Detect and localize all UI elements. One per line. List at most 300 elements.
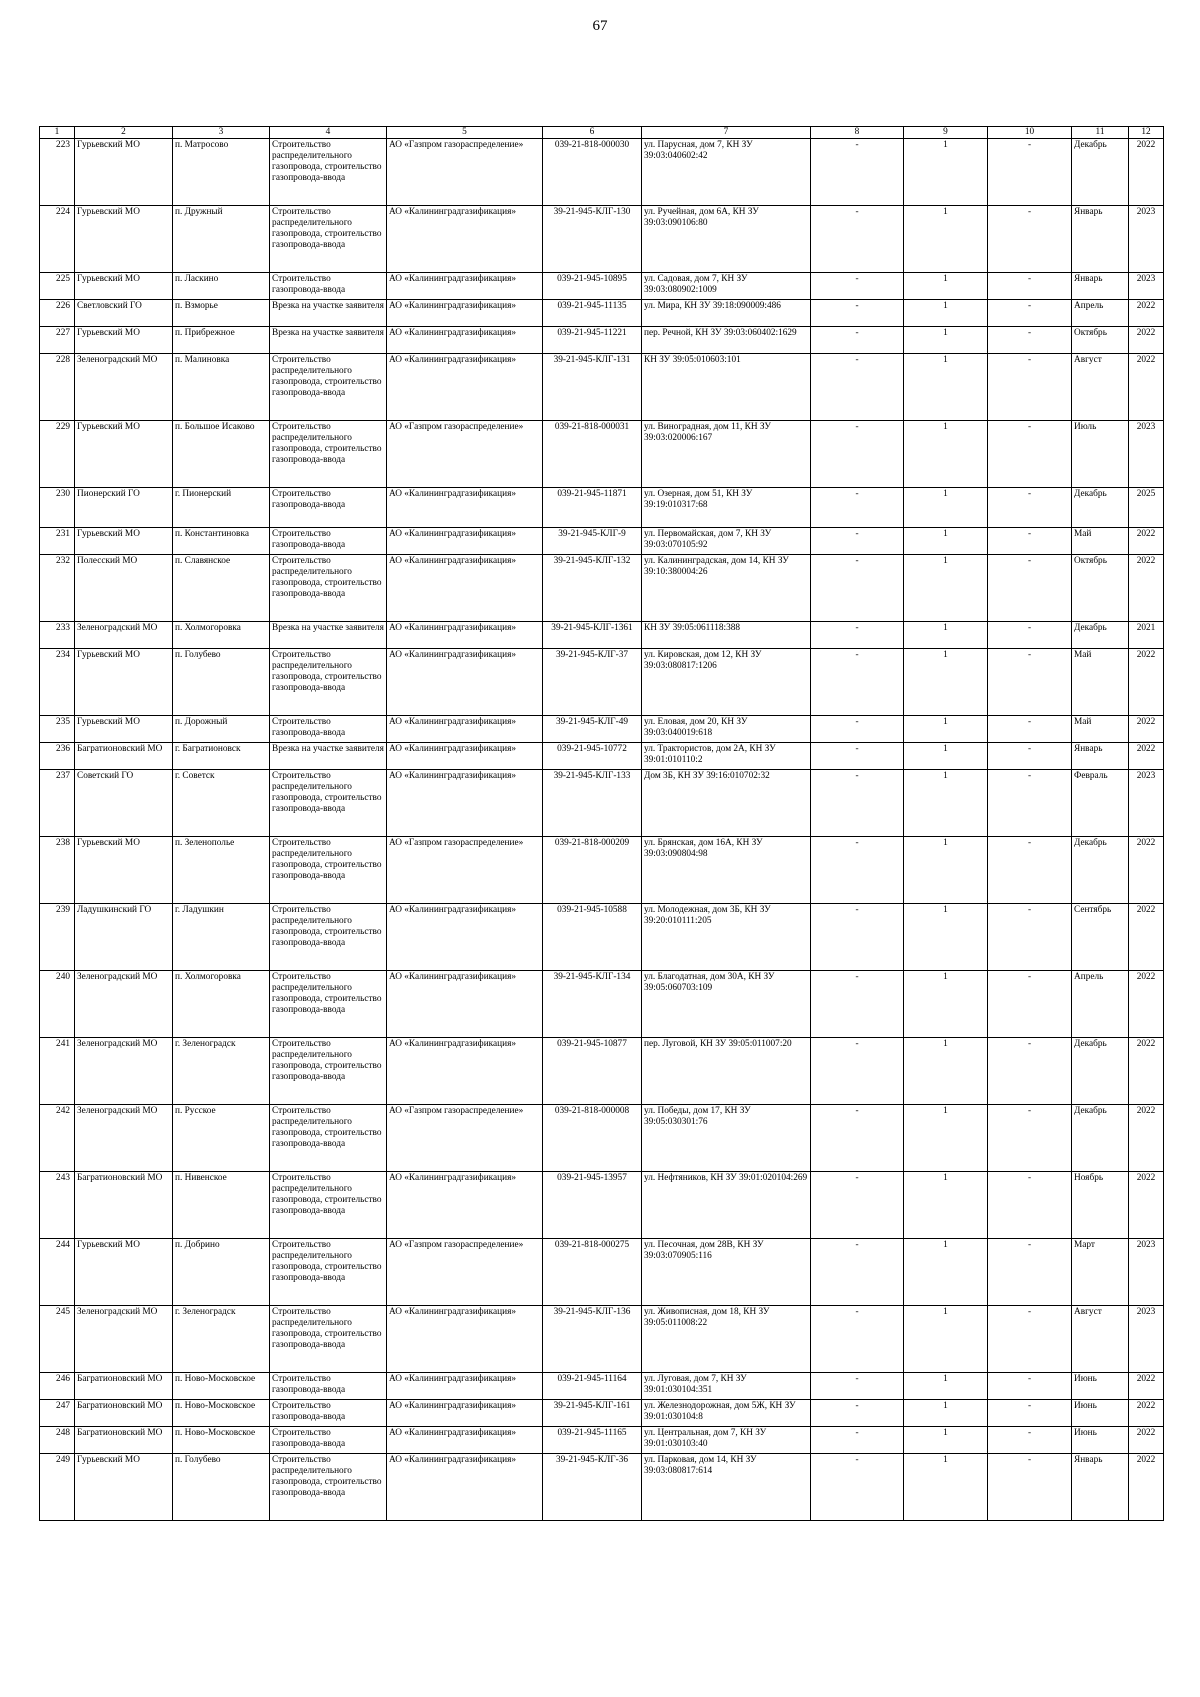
column-9-cell: 1 (904, 1172, 988, 1239)
year-cell: 2022 (1129, 1172, 1164, 1239)
column-10-cell: - (988, 206, 1072, 273)
column-9-cell: 1 (904, 622, 988, 649)
address-cell: ул. Первомайская, дом 7, КН ЗУ 39:03:070105:92 (642, 528, 811, 555)
permit-number-cell: 039-21-945-10772 (543, 743, 642, 770)
month-cell: Декабрь (1072, 837, 1129, 904)
month-cell: Июль (1072, 421, 1129, 488)
work-type-cell: Строительство распределительного газопровода, строительство газопровода-ввода (270, 354, 387, 421)
column-10-cell: - (988, 1038, 1072, 1105)
work-type-cell: Строительство распределительного газопровода, строительство газопровода-ввода (270, 837, 387, 904)
work-type-cell: Строительство распределительного газопровода, строительство газопровода-ввода (270, 1105, 387, 1172)
month-cell: Май (1072, 716, 1129, 743)
address-cell: ул. Садовая, дом 7, КН ЗУ 39:03:080902:1009 (642, 273, 811, 300)
permit-number-cell: 39-21-945-КЛГ-130 (543, 206, 642, 273)
district-cell: Зеленоградский МО (75, 622, 173, 649)
column-header: 4 (270, 127, 387, 139)
column-10-cell: - (988, 622, 1072, 649)
work-type-cell: Строительство газопровода-ввода (270, 716, 387, 743)
table-row (40, 488, 1164, 528)
settlement-cell: п. Ново-Московское (173, 1400, 270, 1427)
column-10-cell: - (988, 1105, 1072, 1172)
district-cell: Зеленоградский МО (75, 971, 173, 1038)
permit-number-cell: 039-21-945-10588 (543, 904, 642, 971)
district-cell: Зеленоградский МО (75, 1038, 173, 1105)
year-cell: 2022 (1129, 837, 1164, 904)
settlement-cell: г. Ладушкин (173, 904, 270, 971)
settlement-cell: п. Константиновка (173, 528, 270, 555)
month-cell: Март (1072, 1239, 1129, 1306)
table-row (40, 300, 1164, 327)
organization-cell: АО «Калининградгазификация» (387, 1038, 543, 1105)
year-cell: 2022 (1129, 528, 1164, 555)
column-10-cell: - (988, 743, 1072, 770)
column-10-cell: - (988, 1400, 1072, 1427)
permit-number-cell: 39-21-945-КЛГ-133 (543, 770, 642, 837)
address-cell: ул. Ручейная, дом 6А, КН ЗУ 39:03:090106:80 (642, 206, 811, 273)
work-type-cell: Врезка на участке заявителя (270, 622, 387, 649)
permit-number-cell: 039-21-818-000275 (543, 1239, 642, 1306)
column-8-cell: - (811, 743, 904, 770)
address-cell: ул. Озерная, дом 51, КН ЗУ 39:19:010317:68 (642, 488, 811, 528)
permit-number-cell: 39-21-945-КЛГ-9 (543, 528, 642, 555)
month-cell: Октябрь (1072, 555, 1129, 622)
district-cell: Гурьевский МО (75, 649, 173, 716)
table-row (40, 206, 1164, 273)
work-type-cell: Строительство газопровода-ввода (270, 488, 387, 528)
column-8-cell: - (811, 904, 904, 971)
work-type-cell: Строительство газопровода-ввода (270, 1373, 387, 1400)
work-type-cell: Строительство распределительного газопровода, строительство газопровода-ввода (270, 971, 387, 1038)
organization-cell: АО «Калининградгазификация» (387, 327, 543, 354)
column-8-cell: - (811, 837, 904, 904)
table-row (40, 743, 1164, 770)
table-row (40, 1239, 1164, 1306)
column-10-cell: - (988, 273, 1072, 300)
settlement-cell: п. Прибрежное (173, 327, 270, 354)
year-cell: 2023 (1129, 273, 1164, 300)
column-10-cell: - (988, 555, 1072, 622)
year-cell: 2022 (1129, 904, 1164, 971)
work-type-cell: Строительство распределительного газопровода, строительство газопровода-ввода (270, 206, 387, 273)
table-row (40, 716, 1164, 743)
year-cell: 2023 (1129, 206, 1164, 273)
settlement-cell: г. Зеленоградск (173, 1038, 270, 1105)
address-cell: пер. Луговой, КН ЗУ 39:05:011007:20 (642, 1038, 811, 1105)
table-row (40, 770, 1164, 837)
column-10-cell: - (988, 300, 1072, 327)
work-type-cell: Строительство распределительного газопровода, строительство газопровода-ввода (270, 1454, 387, 1521)
row-number: 231 (40, 528, 75, 555)
district-cell: Гурьевский МО (75, 1454, 173, 1521)
year-cell: 2023 (1129, 1306, 1164, 1373)
district-cell: Гурьевский МО (75, 1239, 173, 1306)
year-cell: 2022 (1129, 649, 1164, 716)
row-number: 224 (40, 206, 75, 273)
work-type-cell: Строительство газопровода-ввода (270, 1400, 387, 1427)
address-cell: ул. Железнодорожная, дом 5Ж, КН ЗУ 39:01:030104:8 (642, 1400, 811, 1427)
address-cell: ул. Молодежная, дом 3Б, КН ЗУ 39:20:010111:205 (642, 904, 811, 971)
month-cell: Январь (1072, 273, 1129, 300)
district-cell: Гурьевский МО (75, 206, 173, 273)
permit-number-cell: 39-21-945-КЛГ-136 (543, 1306, 642, 1373)
settlement-cell: п. Добрино (173, 1239, 270, 1306)
year-cell: 2023 (1129, 1239, 1164, 1306)
column-10-cell: - (988, 1454, 1072, 1521)
year-cell: 2023 (1129, 421, 1164, 488)
row-number: 246 (40, 1373, 75, 1400)
permit-number-cell: 039-21-818-000008 (543, 1105, 642, 1172)
district-cell: Ладушкинский ГО (75, 904, 173, 971)
column-9-cell: 1 (904, 1105, 988, 1172)
month-cell: Апрель (1072, 971, 1129, 1038)
year-cell: 2022 (1129, 1400, 1164, 1427)
column-10-cell: - (988, 837, 1072, 904)
year-cell: 2021 (1129, 622, 1164, 649)
month-cell: Декабрь (1072, 622, 1129, 649)
year-cell: 2022 (1129, 1373, 1164, 1400)
organization-cell: АО «Калининградгазификация» (387, 206, 543, 273)
organization-cell: АО «Калининградгазификация» (387, 743, 543, 770)
month-cell: Август (1072, 354, 1129, 421)
organization-cell: АО «Калининградгазификация» (387, 1373, 543, 1400)
column-10-cell: - (988, 1373, 1072, 1400)
row-number: 223 (40, 139, 75, 206)
district-cell: Гурьевский МО (75, 528, 173, 555)
year-cell: 2022 (1129, 971, 1164, 1038)
column-8-cell: - (811, 1454, 904, 1521)
table-row (40, 139, 1164, 206)
column-9-cell: 1 (904, 1400, 988, 1427)
column-header: 10 (988, 127, 1072, 139)
column-header: 9 (904, 127, 988, 139)
column-10-cell: - (988, 1306, 1072, 1373)
work-type-cell: Строительство газопровода-ввода (270, 273, 387, 300)
year-cell: 2022 (1129, 1454, 1164, 1521)
column-8-cell: - (811, 1400, 904, 1427)
permit-number-cell: 039-21-945-11165 (543, 1427, 642, 1454)
permit-number-cell: 39-21-945-КЛГ-132 (543, 555, 642, 622)
permit-number-cell: 039-21-945-11871 (543, 488, 642, 528)
column-9-cell: 1 (904, 904, 988, 971)
row-number: 240 (40, 971, 75, 1038)
page-number: 67 (592, 18, 608, 34)
column-10-cell: - (988, 716, 1072, 743)
column-9-cell: 1 (904, 1373, 988, 1400)
table-row (40, 327, 1164, 354)
year-cell: 2022 (1129, 1427, 1164, 1454)
table-row (40, 1454, 1164, 1521)
organization-cell: АО «Калининградгазификация» (387, 770, 543, 837)
address-cell: КН ЗУ 39:05:061118:388 (642, 622, 811, 649)
column-10-cell: - (988, 904, 1072, 971)
address-cell: ул. Победы, дом 17, КН ЗУ 39:05:030301:76 (642, 1105, 811, 1172)
settlement-cell: п. Взморье (173, 300, 270, 327)
table-row (40, 649, 1164, 716)
organization-cell: АО «Калининградгазификация» (387, 1454, 543, 1521)
row-number: 239 (40, 904, 75, 971)
row-number: 228 (40, 354, 75, 421)
row-number: 244 (40, 1239, 75, 1306)
month-cell: Апрель (1072, 300, 1129, 327)
table-row (40, 837, 1164, 904)
month-cell: Декабрь (1072, 488, 1129, 528)
table-row (40, 1172, 1164, 1239)
year-cell: 2022 (1129, 1105, 1164, 1172)
column-8-cell: - (811, 354, 904, 421)
table-row (40, 1105, 1164, 1172)
column-9-cell: 1 (904, 716, 988, 743)
table-row (40, 555, 1164, 622)
month-cell: Сентябрь (1072, 904, 1129, 971)
row-number: 229 (40, 421, 75, 488)
organization-cell: АО «Газпром газораспределение» (387, 1239, 543, 1306)
column-8-cell: - (811, 1427, 904, 1454)
address-cell: ул. Брянская, дом 16А, КН ЗУ 39:03:090804:98 (642, 837, 811, 904)
organization-cell: АО «Калининградгазификация» (387, 1172, 543, 1239)
district-cell: Гурьевский МО (75, 716, 173, 743)
organization-cell: АО «Калининградгазификация» (387, 649, 543, 716)
column-header: 8 (811, 127, 904, 139)
district-cell: Светловский ГО (75, 300, 173, 327)
settlement-cell: п. Нивенское (173, 1172, 270, 1239)
permit-number-cell: 039-21-945-10877 (543, 1038, 642, 1105)
column-9-cell: 1 (904, 1454, 988, 1521)
district-cell: Полесский МО (75, 555, 173, 622)
work-type-cell: Строительство распределительного газопровода, строительство газопровода-ввода (270, 1239, 387, 1306)
column-10-cell: - (988, 1172, 1072, 1239)
work-type-cell: Строительство распределительного газопровода, строительство газопровода-ввода (270, 1306, 387, 1373)
permit-number-cell: 039-21-945-11164 (543, 1373, 642, 1400)
register-sheet (39, 126, 1163, 1521)
column-9-cell: 1 (904, 273, 988, 300)
column-8-cell: - (811, 273, 904, 300)
column-9-cell: 1 (904, 206, 988, 273)
district-cell: Зеленоградский МО (75, 1306, 173, 1373)
table-row (40, 273, 1164, 300)
column-8-cell: - (811, 770, 904, 837)
district-cell: Гурьевский МО (75, 139, 173, 206)
column-9-cell: 1 (904, 1427, 988, 1454)
district-cell: Багратионовский МО (75, 1427, 173, 1454)
district-cell: Багратионовский МО (75, 1172, 173, 1239)
row-number: 248 (40, 1427, 75, 1454)
year-cell: 2022 (1129, 354, 1164, 421)
permit-number-cell: 039-21-818-000030 (543, 139, 642, 206)
month-cell: Январь (1072, 1454, 1129, 1521)
row-number: 225 (40, 273, 75, 300)
table-row (40, 421, 1164, 488)
column-8-cell: - (811, 1172, 904, 1239)
settlement-cell: п. Дорожный (173, 716, 270, 743)
permit-number-cell: 39-21-945-КЛГ-37 (543, 649, 642, 716)
month-cell: Ноябрь (1072, 1172, 1129, 1239)
permit-number-cell: 39-21-945-КЛГ-161 (543, 1400, 642, 1427)
column-9-cell: 1 (904, 770, 988, 837)
column-9-cell: 1 (904, 743, 988, 770)
settlement-cell: г. Зеленоградск (173, 1306, 270, 1373)
column-8-cell: - (811, 1038, 904, 1105)
address-cell: пер. Речной, КН ЗУ 39:03:060402:1629 (642, 327, 811, 354)
month-cell: Декабрь (1072, 1038, 1129, 1105)
row-number: 241 (40, 1038, 75, 1105)
address-cell: ул. Трактористов, дом 2А, КН ЗУ 39:01:010110:2 (642, 743, 811, 770)
column-9-cell: 1 (904, 555, 988, 622)
column-9-cell: 1 (904, 1239, 988, 1306)
settlement-cell: п. Ново-Московское (173, 1427, 270, 1454)
column-9-cell: 1 (904, 649, 988, 716)
column-10-cell: - (988, 649, 1072, 716)
organization-cell: АО «Калининградгазификация» (387, 300, 543, 327)
year-cell: 2022 (1129, 327, 1164, 354)
table-row (40, 904, 1164, 971)
permit-number-cell: 39-21-945-КЛГ-1361 (543, 622, 642, 649)
settlement-cell: п. Ново-Московское (173, 1373, 270, 1400)
column-10-cell: - (988, 421, 1072, 488)
column-9-cell: 1 (904, 354, 988, 421)
column-9-cell: 1 (904, 488, 988, 528)
column-10-cell: - (988, 770, 1072, 837)
settlement-cell: п. Матросово (173, 139, 270, 206)
column-10-cell: - (988, 971, 1072, 1038)
permit-number-cell: 039-21-818-000209 (543, 837, 642, 904)
month-cell: Февраль (1072, 770, 1129, 837)
settlement-cell: г. Советск (173, 770, 270, 837)
work-type-cell: Строительство газопровода-ввода (270, 1427, 387, 1454)
row-number: 243 (40, 1172, 75, 1239)
organization-cell: АО «Газпром газораспределение» (387, 139, 543, 206)
column-9-cell: 1 (904, 327, 988, 354)
district-cell: Пионерский ГО (75, 488, 173, 528)
address-cell: ул. Виноградная, дом 11, КН ЗУ 39:03:020006:167 (642, 421, 811, 488)
organization-cell: АО «Калининградгазификация» (387, 904, 543, 971)
permit-number-cell: 039-21-945-11135 (543, 300, 642, 327)
address-cell: ул. Кировская, дом 12, КН ЗУ 39:03:080817:1206 (642, 649, 811, 716)
address-cell: ул. Парусная, дом 7, КН ЗУ 39:03:040602:42 (642, 139, 811, 206)
column-header: 1 (40, 127, 75, 139)
gas-connection-table (39, 126, 1164, 1521)
organization-cell: АО «Калининградгазификация» (387, 354, 543, 421)
permit-number-cell: 039-21-818-000031 (543, 421, 642, 488)
column-header: 6 (543, 127, 642, 139)
address-cell: КН ЗУ 39:05:010603:101 (642, 354, 811, 421)
organization-cell: АО «Газпром газораспределение» (387, 837, 543, 904)
month-cell: Июнь (1072, 1400, 1129, 1427)
month-cell: Январь (1072, 206, 1129, 273)
work-type-cell: Строительство газопровода-ввода (270, 528, 387, 555)
table-row (40, 622, 1164, 649)
year-cell: 2022 (1129, 555, 1164, 622)
work-type-cell: Строительство распределительного газопровода, строительство газопровода-ввода (270, 649, 387, 716)
month-cell: Май (1072, 649, 1129, 716)
month-cell: Июнь (1072, 1427, 1129, 1454)
organization-cell: АО «Калининградгазификация» (387, 1306, 543, 1373)
address-cell: ул. Нефтяников, КН ЗУ 39:01:020104:269 (642, 1172, 811, 1239)
organization-cell: АО «Газпром газораспределение» (387, 1105, 543, 1172)
table-row (40, 971, 1164, 1038)
table-row (40, 528, 1164, 555)
settlement-cell: п. Холмогоровка (173, 622, 270, 649)
column-9-cell: 1 (904, 1306, 988, 1373)
address-cell: ул. Луговая, дом 7, КН ЗУ 39:01:030104:351 (642, 1373, 811, 1400)
column-10-cell: - (988, 139, 1072, 206)
column-header: 11 (1072, 127, 1129, 139)
column-9-cell: 1 (904, 421, 988, 488)
organization-cell: АО «Калининградгазификация» (387, 528, 543, 555)
row-number: 237 (40, 770, 75, 837)
column-number-row (40, 127, 1164, 139)
column-9-cell: 1 (904, 300, 988, 327)
settlement-cell: г. Пионерский (173, 488, 270, 528)
address-cell: ул. Еловая, дом 20, КН ЗУ 39:03:040019:618 (642, 716, 811, 743)
row-number: 230 (40, 488, 75, 528)
year-cell: 2022 (1129, 1038, 1164, 1105)
column-header: 3 (173, 127, 270, 139)
column-8-cell: - (811, 649, 904, 716)
settlement-cell: п. Малиновка (173, 354, 270, 421)
district-cell: Багратионовский МО (75, 743, 173, 770)
address-cell: ул. Калининградская, дом 14, КН ЗУ 39:10:380004:26 (642, 555, 811, 622)
table-row (40, 1400, 1164, 1427)
address-cell: ул. Парковая, дом 14, КН ЗУ 39:03:080817:614 (642, 1454, 811, 1521)
district-cell: Багратионовский МО (75, 1373, 173, 1400)
settlement-cell: п. Дружный (173, 206, 270, 273)
row-number: 235 (40, 716, 75, 743)
row-number: 232 (40, 555, 75, 622)
column-header: 7 (642, 127, 811, 139)
work-type-cell: Врезка на участке заявителя (270, 300, 387, 327)
settlement-cell: п. Голубево (173, 1454, 270, 1521)
column-9-cell: 1 (904, 837, 988, 904)
permit-number-cell: 39-21-945-КЛГ-49 (543, 716, 642, 743)
month-cell: Октябрь (1072, 327, 1129, 354)
organization-cell: АО «Калининградгазификация» (387, 488, 543, 528)
column-8-cell: - (811, 971, 904, 1038)
permit-number-cell: 39-21-945-КЛГ-134 (543, 971, 642, 1038)
column-8-cell: - (811, 1239, 904, 1306)
table-row (40, 1306, 1164, 1373)
table-row (40, 1427, 1164, 1454)
column-10-cell: - (988, 327, 1072, 354)
column-10-cell: - (988, 354, 1072, 421)
year-cell: 2023 (1129, 770, 1164, 837)
district-cell: Багратионовский МО (75, 1400, 173, 1427)
row-number: 249 (40, 1454, 75, 1521)
settlement-cell: п. Славянское (173, 555, 270, 622)
column-9-cell: 1 (904, 139, 988, 206)
month-cell: Август (1072, 1306, 1129, 1373)
month-cell: Май (1072, 528, 1129, 555)
column-8-cell: - (811, 622, 904, 649)
district-cell: Гурьевский МО (75, 837, 173, 904)
column-10-cell: - (988, 1427, 1072, 1454)
column-8-cell: - (811, 1306, 904, 1373)
row-number: 227 (40, 327, 75, 354)
settlement-cell: п. Русское (173, 1105, 270, 1172)
address-cell: ул. Центральная, дом 7, КН ЗУ 39:01:030103:40 (642, 1427, 811, 1454)
column-8-cell: - (811, 1373, 904, 1400)
column-header: 12 (1129, 127, 1164, 139)
settlement-cell: п. Зеленополье (173, 837, 270, 904)
column-8-cell: - (811, 300, 904, 327)
table-body (40, 127, 1164, 1521)
column-9-cell: 1 (904, 528, 988, 555)
row-number: 226 (40, 300, 75, 327)
settlement-cell: п. Ласкино (173, 273, 270, 300)
column-8-cell: - (811, 421, 904, 488)
row-number: 247 (40, 1400, 75, 1427)
settlement-cell: п. Холмогоровка (173, 971, 270, 1038)
organization-cell: АО «Калининградгазификация» (387, 1427, 543, 1454)
